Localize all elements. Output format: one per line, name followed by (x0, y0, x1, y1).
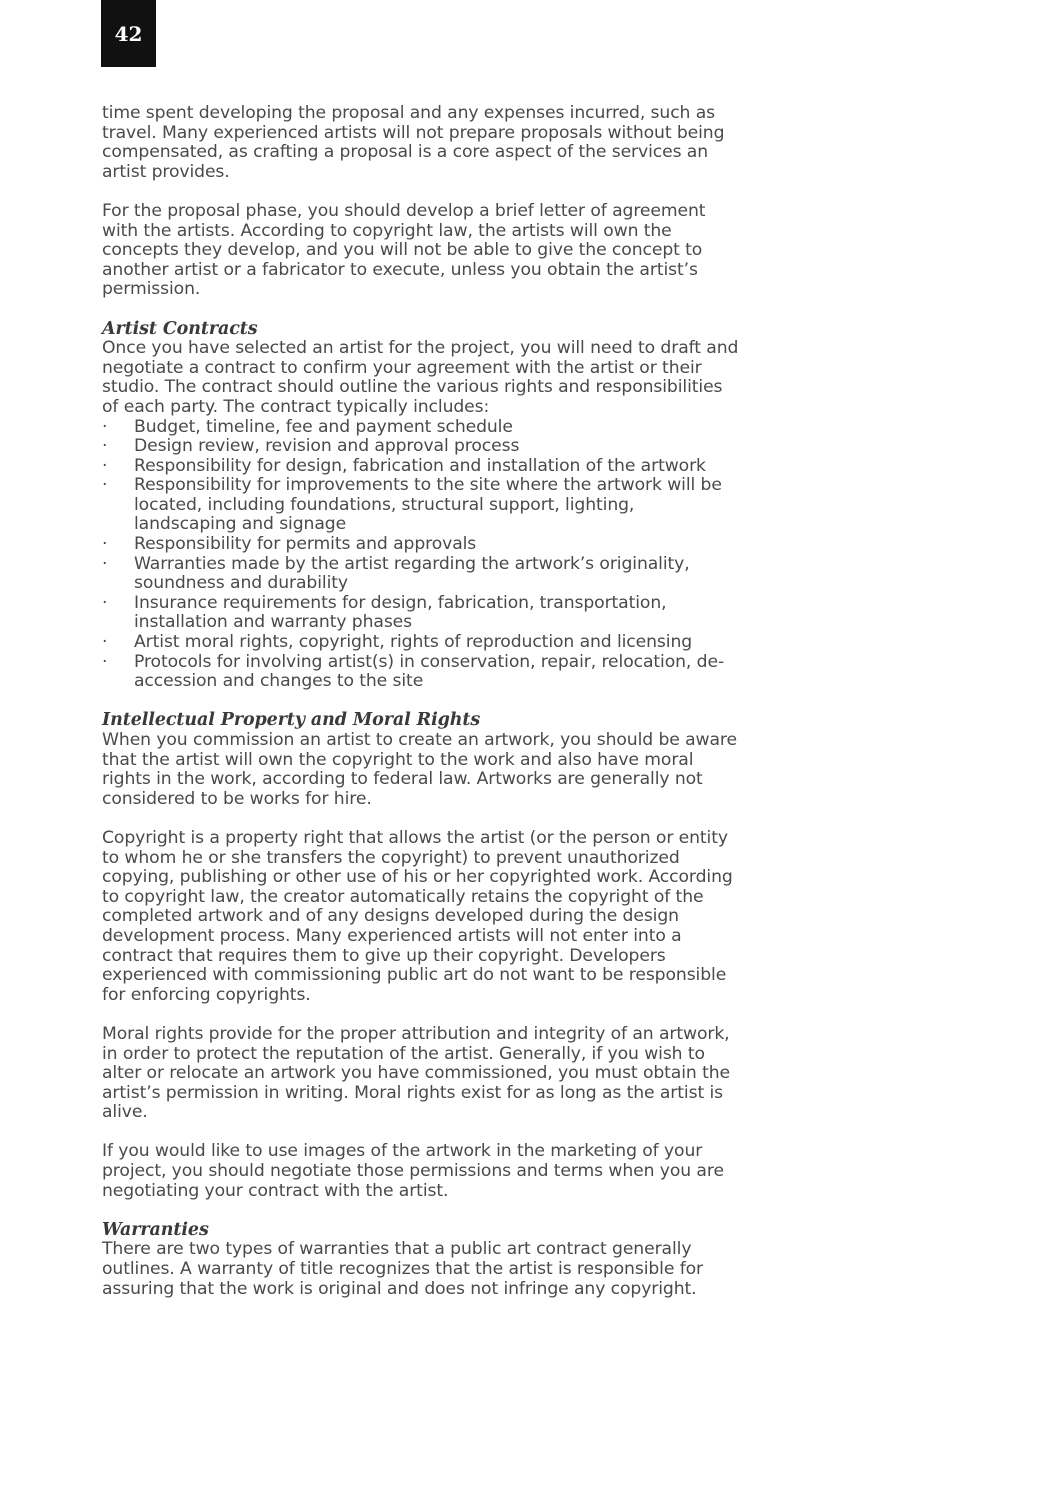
list-item (102, 653, 742, 692)
bullet-icon: · (102, 436, 108, 457)
list-item-text: Design review, revision and approval process (134, 436, 520, 457)
list-item-text: Warranties made by the artist regarding the artwork’s originality, soundness and durability (134, 553, 690, 594)
list-item (102, 594, 742, 633)
list-item-text: Insurance requirements for design, fabrication, transportation, installation and warranty phases (134, 592, 667, 633)
bullet-icon: · (102, 651, 108, 672)
artist-contracts-heading: Artist Contracts (102, 318, 258, 339)
list-item (102, 535, 742, 555)
page-number (101, 0, 156, 67)
bullet-icon: · (102, 553, 108, 574)
list-item (102, 437, 742, 457)
list-item (102, 476, 742, 535)
bullet-icon: · (102, 416, 108, 437)
contract-items-list (102, 418, 742, 692)
bullet-icon: · (102, 592, 108, 613)
list-item (102, 555, 742, 594)
list-item-text: Responsibility for improvements to the site where the artwork will be located, including foundations, structural support, lighting, landscaping and signage (134, 475, 722, 535)
artist-contracts-section (102, 320, 742, 692)
warranties-paragraph: There are two types of warranties that a public art contract generally outlines. A warranty of title recognizes that the artist is responsible for assuring that the work is original and does not infringe any copyright. (102, 1239, 704, 1299)
list-item-text: Responsibility for design, fabrication and installation of the artwork (134, 455, 706, 476)
list-item-text: Artist moral rights, copyright, rights of reproduction and licensing (134, 632, 693, 653)
artist-contracts-paragraph: Once you have selected an artist for the project, you will need to draft and negotiate a contract to confirm your agreement with the artist or their studio. The contract should outline the various rights and responsibilities of each party. The contract typically includes: (102, 338, 739, 417)
intro-paragraph-1: time spent developing the proposal and any expenses incurred, such as travel. Many experienced artists will not prepare proposals without being compensated, as crafting a proposal is a core aspect of the services an artist provides. (102, 103, 725, 182)
bullet-icon: · (102, 475, 108, 496)
list-item-text: Responsibility for permits and approvals (134, 534, 477, 555)
warranties-heading: Warranties (102, 1219, 209, 1240)
list-item (102, 418, 742, 438)
ip-paragraph-4: If you would like to use images of the artwork in the marketing of your project, you should negotiate those permissions and terms when you are negotiating your contract with the artist. (102, 1141, 724, 1201)
list-item-text: Protocols for involving artist(s) in conservation, repair, relocation, de-accession and changes to the site (134, 651, 725, 692)
intro-paragraph-2: For the proposal phase, you should develop a brief letter of agreement with the artists. According to copyright law, the artists will own the concepts they develop, and you will not be able to give the concept to another artist or a fabricator to execute, unless you obtain the artist’s permission. (102, 200, 706, 300)
bullet-icon: · (102, 534, 108, 555)
list-item (102, 457, 742, 477)
bullet-icon: · (102, 455, 108, 476)
intellectual-property-section (102, 711, 742, 1201)
warranties-section (102, 1221, 742, 1299)
list-item-text: Budget, timeline, fee and payment schedule (134, 416, 513, 437)
bullet-icon: · (102, 632, 108, 653)
ip-paragraph-1: When you commission an artist to create an artwork, you should be aware that the artist will own the copyright to the work and also have moral rights in the work, according to federal law. Artworks are generally not considered to be works for hire. (102, 730, 737, 809)
ip-paragraph-2: Copyright is a property right that allows the artist (or the person or entity to whom he or she transfers the copyright) to prevent unauthorized copying, publishing or other use of his or her copyrighted work. According to copyright law, the creator automatically retains the copyright of the completed artwork and of any designs developed during the design development process. Many experienced artists will not enter into a contract that requires them to give up their copyright. Developers experienced with commissioning public art do not want to be responsible for enforcing copyrights. (102, 827, 733, 1005)
list-item (102, 633, 742, 653)
ip-paragraph-3: Moral rights provide for the proper attribution and integrity of an artwork, in order to protect the reputation of the artist. Generally, if you wish to alter or relocate an artwork you have commissioned, you must obtain the artist’s permission in writing. Moral rights exist for as long as the artist is alive. (102, 1023, 730, 1123)
page-number-text: 42 (114, 21, 143, 46)
intellectual-property-heading: Intellectual Property and Moral Rights (102, 710, 481, 731)
document-body (102, 104, 742, 1299)
